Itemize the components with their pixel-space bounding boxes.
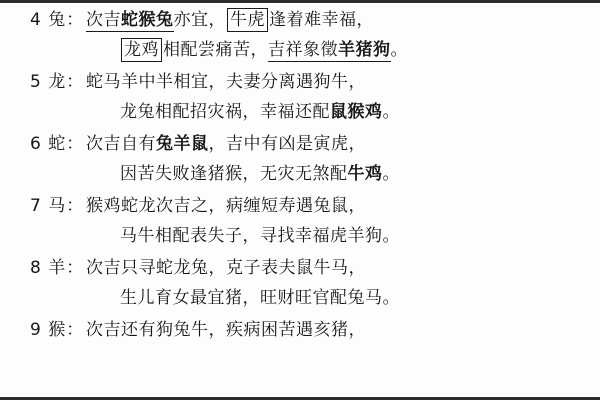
entry-number: 7 马： bbox=[30, 196, 85, 216]
text-segment: 。 bbox=[382, 102, 400, 122]
entry-number: 9 猴： bbox=[30, 320, 85, 340]
text-segment: 蛇猴兔 bbox=[121, 10, 174, 30]
text-segment: 次吉自有 bbox=[86, 134, 156, 154]
text-segment: 相配尝痛苦， bbox=[163, 40, 268, 60]
text-segment: 蛇马羊中半相宜，夫妻分离遇狗牛， bbox=[86, 72, 366, 92]
entry-number: 5 龙： bbox=[30, 72, 85, 92]
entry-line bbox=[86, 283, 574, 313]
entry-line bbox=[86, 221, 574, 251]
text-segment: ，吉中有凶是寅虎， bbox=[208, 134, 366, 154]
entry-line bbox=[86, 129, 574, 159]
text-segment: 亦宜， bbox=[173, 10, 226, 30]
entry-number: 4 兔： bbox=[30, 10, 85, 30]
entry-body bbox=[86, 67, 574, 127]
entry-body bbox=[86, 253, 574, 313]
entry-line bbox=[86, 191, 574, 221]
entry-line bbox=[86, 35, 574, 65]
entry-line bbox=[86, 97, 574, 127]
text-segment: 逢着难幸福， bbox=[269, 10, 374, 30]
text-segment: 次吉还有狗兔牛，疾病困苦遇亥猪， bbox=[86, 320, 366, 340]
text-segment: 牛虎 bbox=[227, 8, 268, 32]
text-segment: 次吉只寻蛇龙兔，克子表夫鼠牛马， bbox=[86, 258, 366, 278]
entry-line bbox=[86, 5, 574, 35]
text-segment: 次吉 bbox=[86, 10, 121, 30]
entry-body bbox=[86, 191, 574, 251]
entry-number: 8 羊： bbox=[30, 258, 85, 278]
text-segment: 羊猪狗 bbox=[338, 40, 391, 60]
entry bbox=[30, 191, 574, 251]
text-segment: 因苦失败逢猪猴，无灾无煞配 bbox=[120, 164, 348, 184]
entry-number: 6 蛇： bbox=[30, 134, 85, 154]
entry-line bbox=[86, 315, 574, 345]
entry-list bbox=[30, 5, 574, 345]
entry-line bbox=[86, 253, 574, 283]
text-segment: 马牛相配表失子，寻找幸福虎羊狗。 bbox=[120, 226, 400, 246]
entry-line bbox=[86, 67, 574, 97]
entry-body bbox=[86, 5, 574, 65]
text-segment: 。 bbox=[382, 164, 400, 184]
text-segment: 鼠猴鸡 bbox=[330, 102, 383, 122]
text-segment: 猴鸡蛇龙次吉之，病缠短寿遇兔鼠， bbox=[86, 196, 366, 216]
entry bbox=[30, 5, 574, 65]
text-segment: 。 bbox=[390, 40, 408, 60]
entry-body bbox=[86, 129, 574, 189]
entry bbox=[30, 129, 574, 189]
entry-line bbox=[86, 159, 574, 189]
entry-body bbox=[86, 315, 574, 345]
text-segment: 龙兔相配招灾祸，幸福还配 bbox=[120, 102, 330, 122]
entry bbox=[30, 67, 574, 127]
text-segment: 吉祥象徵 bbox=[268, 40, 338, 60]
text-segment: 牛鸡 bbox=[347, 164, 383, 184]
top-rule bbox=[0, 0, 600, 3]
text-segment: 龙鸡 bbox=[121, 38, 162, 62]
entry bbox=[30, 315, 574, 345]
entry bbox=[30, 253, 574, 313]
text-segment: 生儿育女最宜猪，旺财旺官配兔马。 bbox=[120, 288, 400, 308]
text-segment: 兔羊鼠 bbox=[156, 134, 209, 154]
